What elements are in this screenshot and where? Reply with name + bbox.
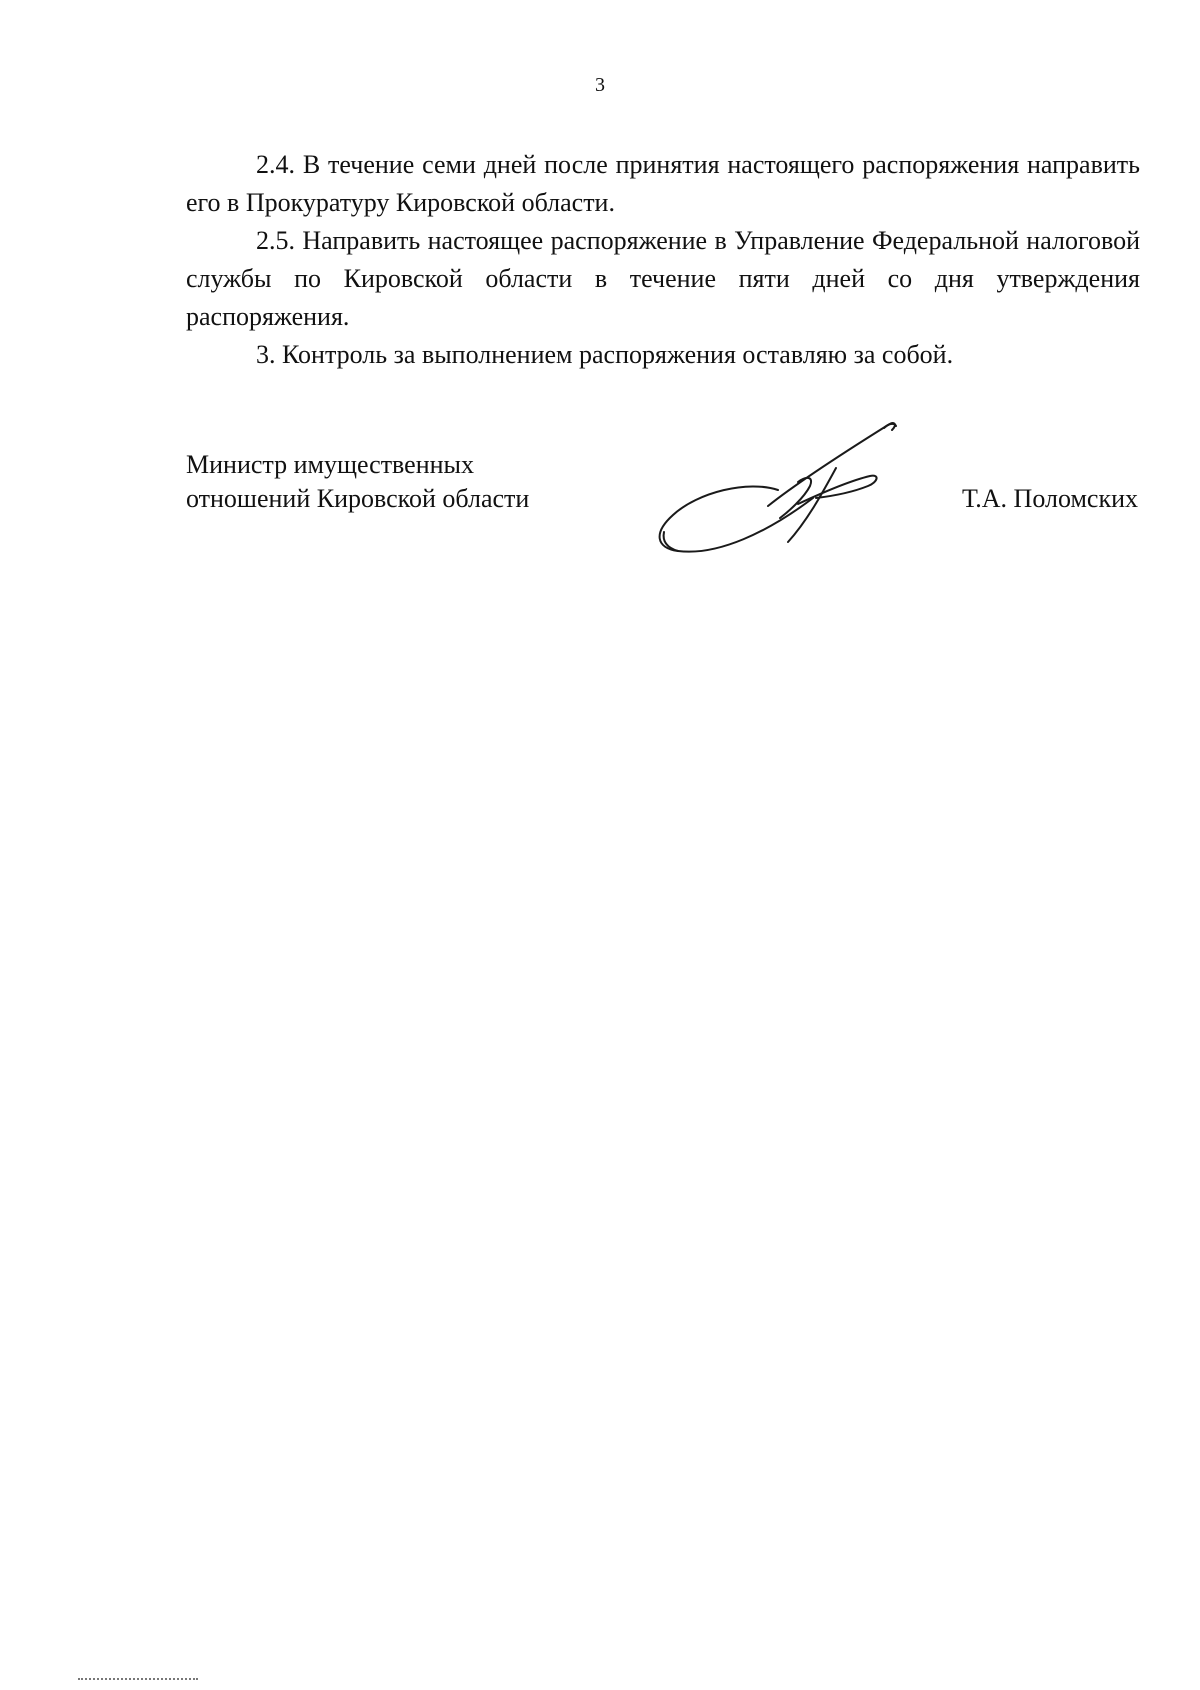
signer-position-line-1: Министр имущественных (186, 450, 475, 479)
document-body (186, 146, 1140, 374)
handwritten-signature-icon (648, 420, 918, 570)
scan-edge-marks (78, 1678, 198, 1684)
signer-position (186, 448, 529, 516)
signer-position-line-2: отношений Кировской области (186, 484, 530, 513)
page-number: 3 (595, 74, 605, 96)
signer-name: Т.А. Поломских (961, 484, 1138, 513)
paragraph-2-5: 2.5. Направить настоящее распоряжение в Управление Федеральной налоговой службы по Кировской области в течение пяти дней со дня утверждения распоряжения. (186, 226, 1140, 331)
signature-block (186, 448, 1146, 568)
paragraph-3: 3. Контроль за выполнением распоряжения оставляю за собой. (256, 340, 954, 369)
paragraph-2-4: 2.4. В течение семи дней после принятия настоящего распоряжения направить его в Прокуратуру Кировской области. (186, 150, 1140, 217)
